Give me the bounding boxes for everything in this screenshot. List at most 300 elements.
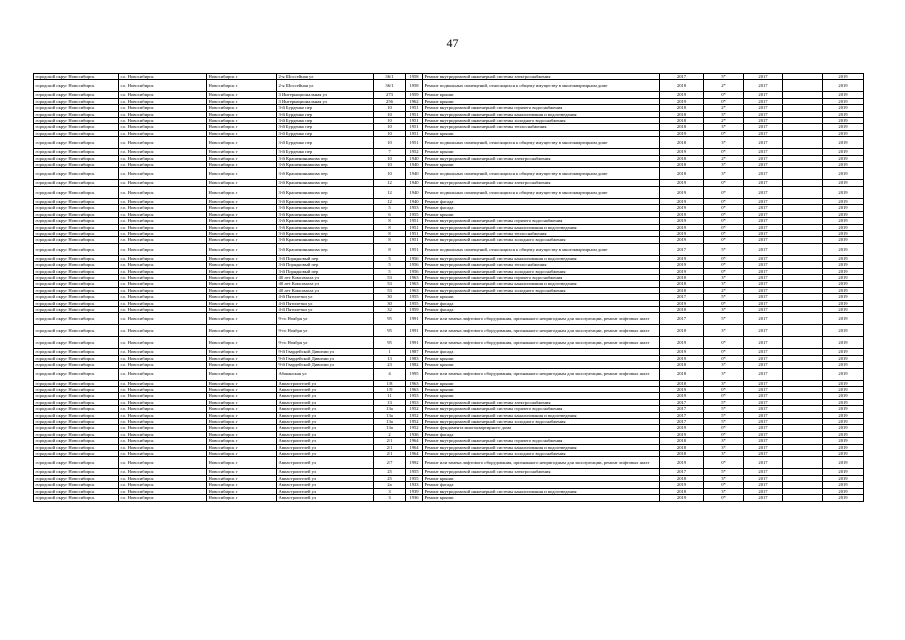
- period-start-cell: 2017: [744, 425, 783, 431]
- district-cell: городской округ Новосибирск: [34, 137, 119, 149]
- plan-year-cell: 2019: [660, 495, 704, 501]
- period-start-cell: 2017: [744, 451, 783, 457]
- city-cell: Новосибирск г: [207, 155, 277, 161]
- settlement-cell: г.о. Новосибирск: [119, 306, 207, 312]
- city-cell: Новосибирск г: [207, 137, 277, 149]
- settlement-cell: г.о. Новосибирск: [119, 180, 207, 186]
- num-cell: 3*: [704, 438, 744, 444]
- street-cell: 3 Интернациональная ул: [277, 92, 374, 98]
- year-cell: 1995: [406, 368, 423, 380]
- year-cell: 1940: [406, 162, 423, 168]
- house-cell: 10: [374, 162, 406, 168]
- district-cell: городской округ Новосибирск: [34, 457, 119, 469]
- house-cell: 1/9: [374, 387, 406, 393]
- district-cell: городской округ Новосибирск: [34, 444, 119, 450]
- street-cell: 9-й Гвардейской Дивизии ул: [277, 355, 374, 361]
- work-type-cell: Ремонт фасада: [423, 205, 660, 211]
- work-type-cell: Ремонт крыши: [423, 130, 660, 136]
- period-end-cell: 2019: [823, 425, 864, 431]
- settlement-cell: г.о. Новосибирск: [119, 130, 207, 136]
- num-cell: 2*: [704, 80, 744, 92]
- work-type-cell: Ремонт крыши: [423, 211, 660, 217]
- work-type-cell: Ремонт крыши: [423, 380, 660, 386]
- work-type-cell: Ремонт крыши: [423, 387, 660, 393]
- year-cell: 1963: [406, 274, 423, 280]
- street-cell: 3-й Крашенинникова пер: [277, 186, 374, 198]
- plan-year-cell: 2019: [660, 186, 704, 198]
- year-cell: 1951: [406, 111, 423, 117]
- plan-year-cell: 2019: [660, 130, 704, 136]
- period-start-cell: 2017: [744, 488, 783, 494]
- house-cell: 3: [374, 488, 406, 494]
- street-cell: 9-й Гвардейской Дивизии ул: [277, 362, 374, 368]
- city-cell: Новосибирск г: [207, 488, 277, 494]
- house-cell: 12: [374, 186, 406, 198]
- year-cell: 1953: [406, 205, 423, 211]
- year-cell: 1951: [406, 230, 423, 236]
- plan-year-cell: 2017: [660, 469, 704, 475]
- year-cell: 1951: [406, 243, 423, 255]
- num-cell: 5*: [704, 313, 744, 325]
- city-cell: Новосибирск г: [207, 180, 277, 186]
- city-cell: Новосибирск г: [207, 186, 277, 198]
- period-start-cell: 2017: [744, 368, 783, 380]
- street-cell: 9-й Гвардейской Дивизии ул: [277, 349, 374, 355]
- district-cell: городской округ Новосибирск: [34, 149, 119, 155]
- year-cell: 1953: [406, 393, 423, 399]
- period-end-cell: 2019: [823, 118, 864, 124]
- settlement-cell: г.о. Новосибирск: [119, 255, 207, 261]
- plan-year-cell: 2019: [660, 457, 704, 469]
- period-start-cell: 2017: [744, 469, 783, 475]
- period-start-cell: 2017: [744, 482, 783, 488]
- year-cell: 1991: [406, 337, 423, 349]
- table-row: [34, 325, 864, 337]
- num-cell: 5*: [704, 399, 744, 405]
- period-start-cell: 2017: [744, 137, 783, 149]
- period-end-cell: 2019: [823, 149, 864, 155]
- city-cell: Новосибирск г: [207, 431, 277, 437]
- street-cell: 3-й Бурденко пер: [277, 111, 374, 117]
- district-cell: городской округ Новосибирск: [34, 451, 119, 457]
- city-cell: Новосибирск г: [207, 419, 277, 425]
- period-end-cell: 2019: [823, 274, 864, 280]
- house-cell: 13: [374, 399, 406, 405]
- work-type-cell: Ремонт внутридомовой инженерной системы теплоснабжения: [423, 262, 660, 268]
- settlement-cell: г.о. Новосибирск: [119, 300, 207, 306]
- plan-year-cell: 2018: [660, 118, 704, 124]
- work-type-cell: Ремонт крыши: [423, 92, 660, 98]
- year-cell: 1959: [406, 92, 423, 98]
- period-start-cell: 2017: [744, 387, 783, 393]
- district-cell: городской округ Новосибирск: [34, 111, 119, 117]
- num-cell: 5*: [704, 412, 744, 418]
- plan-year-cell: 2019: [660, 300, 704, 306]
- settlement-cell: г.о. Новосибирск: [119, 243, 207, 255]
- plan-year-cell: 2019: [660, 355, 704, 361]
- plan-year-cell: 2017: [660, 313, 704, 325]
- period-start-cell: 2017: [744, 262, 783, 268]
- period-start-cell: 2017: [744, 274, 783, 280]
- plan-year-cell: 2019: [660, 255, 704, 261]
- work-type-cell: Ремонт подвальных помещений, относящихся к общему имуществу в многоквартирном доме: [423, 168, 660, 180]
- num-cell: 0*: [704, 355, 744, 361]
- house-cell: 2/7: [374, 457, 406, 469]
- city-cell: Новосибирск г: [207, 306, 277, 312]
- work-type-cell: Ремонт фасада: [423, 431, 660, 437]
- plan-year-cell: 2018: [660, 281, 704, 287]
- year-cell: 1955: [406, 475, 423, 481]
- street-cell: Авиастроителей ул: [277, 488, 374, 494]
- district-cell: городской округ Новосибирск: [34, 274, 119, 280]
- house-cell: 5: [374, 268, 406, 274]
- plan-year-cell: 2017: [660, 399, 704, 405]
- period-end-cell: 2019: [823, 155, 864, 161]
- house-cell: 10: [374, 168, 406, 180]
- work-type-cell: Ремонт внутридомовой инженерной системы холодного водоснабжения: [423, 118, 660, 124]
- settlement-cell: г.о. Новосибирск: [119, 431, 207, 437]
- plan-year-cell: 2019: [660, 431, 704, 437]
- house-cell: 32: [374, 306, 406, 312]
- num-cell: 0*: [704, 262, 744, 268]
- num-cell: 0*: [704, 198, 744, 204]
- settlement-cell: г.о. Новосибирск: [119, 281, 207, 287]
- district-cell: городской округ Новосибирск: [34, 412, 119, 418]
- period-start-cell: 2017: [744, 118, 783, 124]
- period-end-cell: 2019: [823, 419, 864, 425]
- period-end-cell: 2019: [823, 431, 864, 437]
- plan-year-cell: 2018: [660, 325, 704, 337]
- district-cell: городской округ Новосибирск: [34, 205, 119, 211]
- num-cell: 3*: [704, 124, 744, 130]
- settlement-cell: г.о. Новосибирск: [119, 362, 207, 368]
- period-end-cell: 2019: [823, 393, 864, 399]
- settlement-cell: г.о. Новосибирск: [119, 412, 207, 418]
- street-cell: 3-й Крашенинникова пер: [277, 224, 374, 230]
- period-end-cell: 2019: [823, 412, 864, 418]
- house-cell: 10: [374, 111, 406, 117]
- period-start-cell: 2017: [744, 105, 783, 111]
- period-start-cell: 2017: [744, 124, 783, 130]
- district-cell: городской округ Новосибирск: [34, 80, 119, 92]
- settlement-cell: г.о. Новосибирск: [119, 237, 207, 243]
- work-type-cell: Ремонт крыши: [423, 355, 660, 361]
- settlement-cell: г.о. Новосибирск: [119, 325, 207, 337]
- city-cell: Новосибирск г: [207, 412, 277, 418]
- house-cell: 13а: [374, 419, 406, 425]
- district-cell: городской округ Новосибирск: [34, 281, 119, 287]
- plan-year-cell: 2019: [660, 237, 704, 243]
- period-start-cell: 2017: [744, 211, 783, 217]
- period-end-cell: 2019: [823, 74, 864, 80]
- district-cell: городской округ Новосибирск: [34, 475, 119, 481]
- period-end-cell: 2019: [823, 451, 864, 457]
- work-type-cell: Ремонт внутридомовой инженерной системы горячего водоснабжения: [423, 274, 660, 280]
- district-cell: городской округ Новосибирск: [34, 243, 119, 255]
- period-end-cell: 2019: [823, 162, 864, 168]
- street-cell: 3-й Крашенинникова пер: [277, 168, 374, 180]
- district-cell: городской округ Новосибирск: [34, 495, 119, 501]
- table-row: [34, 337, 864, 349]
- period-start-cell: 2017: [744, 198, 783, 204]
- period-start-cell: 2017: [744, 362, 783, 368]
- house-cell: 2/1: [374, 444, 406, 450]
- num-cell: 5*: [704, 406, 744, 412]
- year-cell: 1951: [406, 124, 423, 130]
- settlement-cell: г.о. Новосибирск: [119, 124, 207, 130]
- period-end-cell: 2019: [823, 180, 864, 186]
- num-cell: 0*: [704, 130, 744, 136]
- period-end-cell: 2019: [823, 198, 864, 204]
- city-cell: Новосибирск г: [207, 224, 277, 230]
- house-cell: 5: [374, 262, 406, 268]
- house-cell: 10: [374, 118, 406, 124]
- period-start-cell: 2017: [744, 243, 783, 255]
- year-cell: 1951: [406, 118, 423, 124]
- work-type-cell: Ремонт фасада: [423, 198, 660, 204]
- city-cell: Новосибирск г: [207, 300, 277, 306]
- settlement-cell: г.о. Новосибирск: [119, 349, 207, 355]
- work-type-cell: Ремонт фасада: [423, 349, 660, 355]
- city-cell: Новосибирск г: [207, 281, 277, 287]
- year-cell: 1953: [406, 399, 423, 405]
- year-cell: 1936: [406, 431, 423, 437]
- table-row: [34, 186, 864, 198]
- city-cell: Новосибирск г: [207, 355, 277, 361]
- district-cell: городской округ Новосибирск: [34, 438, 119, 444]
- settlement-cell: г.о. Новосибирск: [119, 380, 207, 386]
- work-type-cell: Ремонт внутридомовой инженерной системы горячего водоснабжения: [423, 406, 660, 412]
- street-cell: 3-й Крашенинникова пер: [277, 237, 374, 243]
- blank-cell: [783, 137, 823, 149]
- work-type-cell: Ремонт крыши: [423, 495, 660, 501]
- work-type-cell: Ремонт внутридомовой инженерной системы электроснабжения: [423, 74, 660, 80]
- street-cell: 3-й Бурденко пер: [277, 130, 374, 136]
- settlement-cell: г.о. Новосибирск: [119, 475, 207, 481]
- plan-year-cell: 2018: [660, 105, 704, 111]
- year-cell: 1963: [406, 387, 423, 393]
- work-type-cell: Ремонт крыши: [423, 162, 660, 168]
- work-type-cell: Ремонт или замена лифтового оборудования, признанного непригодным для эксплуатации, ремонт лифтовых шахт: [423, 337, 660, 349]
- house-cell: 5: [374, 205, 406, 211]
- settlement-cell: г.о. Новосибирск: [119, 268, 207, 274]
- num-cell: 3*: [704, 368, 744, 380]
- table-row: [34, 495, 864, 501]
- num-cell: 0*: [704, 349, 744, 355]
- work-type-cell: Ремонт внутридомовой инженерной системы теплоснабжения: [423, 124, 660, 130]
- table-row: [34, 368, 864, 380]
- house-cell: 53: [374, 281, 406, 287]
- settlement-cell: г.о. Новосибирск: [119, 419, 207, 425]
- street-cell: 4-й Пятилетки ул: [277, 294, 374, 300]
- registry-sheet: [33, 73, 863, 502]
- city-cell: Новосибирск г: [207, 105, 277, 111]
- house-cell: 3: [374, 495, 406, 501]
- year-cell: 1958: [406, 80, 423, 92]
- year-cell: 1991: [406, 325, 423, 337]
- work-type-cell: Ремонт фасада: [423, 300, 660, 306]
- period-end-cell: 2019: [823, 237, 864, 243]
- period-start-cell: 2017: [744, 92, 783, 98]
- city-cell: Новосибирск г: [207, 313, 277, 325]
- settlement-cell: г.о. Новосибирск: [119, 451, 207, 457]
- year-cell: 1964: [406, 438, 423, 444]
- street-cell: Авиастроителей ул: [277, 457, 374, 469]
- house-cell: 10: [374, 124, 406, 130]
- house-cell: 4: [374, 368, 406, 380]
- plan-year-cell: 2019: [660, 262, 704, 268]
- num-cell: 3*: [704, 325, 744, 337]
- plan-year-cell: 2018: [660, 124, 704, 130]
- num-cell: 3*: [704, 306, 744, 312]
- period-end-cell: 2019: [823, 80, 864, 92]
- city-cell: Новосибирск г: [207, 380, 277, 386]
- settlement-cell: г.о. Новосибирск: [119, 230, 207, 236]
- num-cell: 0*: [704, 180, 744, 186]
- period-end-cell: 2019: [823, 495, 864, 501]
- street-cell: Авиастроителей ул: [277, 495, 374, 501]
- plan-year-cell: 2019: [660, 98, 704, 104]
- district-cell: городской округ Новосибирск: [34, 294, 119, 300]
- settlement-cell: г.о. Новосибирск: [119, 111, 207, 117]
- work-type-cell: Ремонт подвальных помещений, относящихся к общему имуществу в многоквартирном доме: [423, 243, 660, 255]
- city-cell: Новосибирск г: [207, 198, 277, 204]
- city-cell: Новосибирск г: [207, 243, 277, 255]
- year-cell: 1956: [406, 268, 423, 274]
- house-cell: 30: [374, 300, 406, 306]
- num-cell: 0*: [704, 98, 744, 104]
- plan-year-cell: 2018: [660, 444, 704, 450]
- period-end-cell: 2019: [823, 111, 864, 117]
- settlement-cell: г.о. Новосибирск: [119, 149, 207, 155]
- settlement-cell: г.о. Новосибирск: [119, 393, 207, 399]
- city-cell: Новосибирск г: [207, 111, 277, 117]
- street-cell: 3-й Бурденко пер: [277, 118, 374, 124]
- district-cell: городской округ Новосибирск: [34, 387, 119, 393]
- year-cell: 1991: [406, 313, 423, 325]
- work-type-cell: Ремонт внутридомовой инженерной системы теплоснабжения: [423, 230, 660, 236]
- street-cell: Авиастроителей ул: [277, 444, 374, 450]
- work-type-cell: Ремонт внутридомовой инженерной системы электроснабжения: [423, 180, 660, 186]
- district-cell: городской округ Новосибирск: [34, 162, 119, 168]
- num-cell: 0*: [704, 268, 744, 274]
- house-cell: 6: [374, 211, 406, 217]
- district-cell: городской округ Новосибирск: [34, 180, 119, 186]
- street-cell: 3-й Бурденко пер: [277, 137, 374, 149]
- district-cell: городской округ Новосибирск: [34, 218, 119, 224]
- street-cell: Авиастроителей ул: [277, 393, 374, 399]
- blank-cell: [783, 168, 823, 180]
- city-cell: Новосибирск г: [207, 325, 277, 337]
- year-cell: 1955: [406, 469, 423, 475]
- settlement-cell: г.о. Новосибирск: [119, 457, 207, 469]
- year-cell: 1940: [406, 186, 423, 198]
- num-cell: 0*: [704, 205, 744, 211]
- city-cell: Новосибирск г: [207, 74, 277, 80]
- settlement-cell: г.о. Новосибирск: [119, 337, 207, 349]
- district-cell: городской округ Новосибирск: [34, 118, 119, 124]
- period-end-cell: 2019: [823, 380, 864, 386]
- work-type-cell: Ремонт внутридомовой инженерной системы канализования и водоотведения: [423, 412, 660, 418]
- period-start-cell: 2017: [744, 155, 783, 161]
- city-cell: Новосибирск г: [207, 130, 277, 136]
- plan-year-cell: 2018: [660, 168, 704, 180]
- city-cell: Новосибирск г: [207, 118, 277, 124]
- plan-year-cell: 2018: [660, 306, 704, 312]
- blank-cell: [783, 337, 823, 349]
- settlement-cell: г.о. Новосибирск: [119, 406, 207, 412]
- street-cell: 40 лет Комсомола ул: [277, 274, 374, 280]
- settlement-cell: г.о. Новосибирск: [119, 262, 207, 268]
- period-end-cell: 2019: [823, 438, 864, 444]
- settlement-cell: г.о. Новосибирск: [119, 137, 207, 149]
- period-end-cell: 2019: [823, 337, 864, 349]
- settlement-cell: г.о. Новосибирск: [119, 168, 207, 180]
- blank-cell: [783, 325, 823, 337]
- district-cell: городской округ Новосибирск: [34, 425, 119, 431]
- period-end-cell: 2019: [823, 205, 864, 211]
- settlement-cell: г.о. Новосибирск: [119, 98, 207, 104]
- city-cell: Новосибирск г: [207, 80, 277, 92]
- work-type-cell: Ремонт внутридомовой инженерной системы канализования и водоотведения: [423, 281, 660, 287]
- num-cell: 0*: [704, 149, 744, 155]
- period-end-cell: 2019: [823, 294, 864, 300]
- work-type-cell: Ремонт внутридомовой инженерной системы горячего водоснабжения: [423, 105, 660, 111]
- work-type-cell: Ремонт или замена лифтового оборудования, признанного непригодным для эксплуатации, ремонт лифтовых шахт: [423, 325, 660, 337]
- street-cell: Авиастроителей ул: [277, 438, 374, 444]
- year-cell: 1952: [406, 425, 423, 431]
- house-cell: 7: [374, 149, 406, 155]
- work-type-cell: Ремонт или замена лифтового оборудования, признанного непригодным для эксплуатации, ремонт лифтовых шахт: [423, 457, 660, 469]
- period-start-cell: 2017: [744, 98, 783, 104]
- period-end-cell: 2019: [823, 349, 864, 355]
- house-cell: 11: [374, 393, 406, 399]
- street-cell: 9-го Ноября ул: [277, 337, 374, 349]
- street-cell: 3-й Крашенинникова пер: [277, 218, 374, 224]
- num-cell: 0*: [704, 255, 744, 261]
- period-start-cell: 2017: [744, 495, 783, 501]
- settlement-cell: г.о. Новосибирск: [119, 224, 207, 230]
- street-cell: 2-я Шоссейная ул: [277, 80, 374, 92]
- district-cell: городской округ Новосибирск: [34, 237, 119, 243]
- blank-cell: [783, 313, 823, 325]
- plan-year-cell: 2018: [660, 155, 704, 161]
- city-cell: Новосибирск г: [207, 237, 277, 243]
- city-cell: Новосибирск г: [207, 475, 277, 481]
- settlement-cell: г.о. Новосибирск: [119, 355, 207, 361]
- period-start-cell: 2017: [744, 412, 783, 418]
- work-type-cell: Ремонт внутридомовой инженерной системы электроснабжения: [423, 155, 660, 161]
- street-cell: 3-й Бурденко пер: [277, 105, 374, 111]
- num-cell: 3*: [704, 488, 744, 494]
- plan-year-cell: 2018: [660, 274, 704, 280]
- city-cell: Новосибирск г: [207, 287, 277, 293]
- settlement-cell: г.о. Новосибирск: [119, 488, 207, 494]
- period-start-cell: 2017: [744, 313, 783, 325]
- year-cell: 1983: [406, 355, 423, 361]
- city-cell: Новосибирск г: [207, 368, 277, 380]
- house-cell: 1: [374, 349, 406, 355]
- year-cell: 1951: [406, 218, 423, 224]
- street-cell: 2-я Шоссейная ул: [277, 74, 374, 80]
- district-cell: городской округ Новосибирск: [34, 355, 119, 361]
- street-cell: 3-й Крашенинникова пер: [277, 205, 374, 211]
- settlement-cell: г.о. Новосибирск: [119, 469, 207, 475]
- work-type-cell: Ремонт внутридомовой инженерной системы электроснабжения: [423, 399, 660, 405]
- num-cell: 3*: [704, 281, 744, 287]
- house-cell: 273: [374, 92, 406, 98]
- plan-year-cell: 2018: [660, 137, 704, 149]
